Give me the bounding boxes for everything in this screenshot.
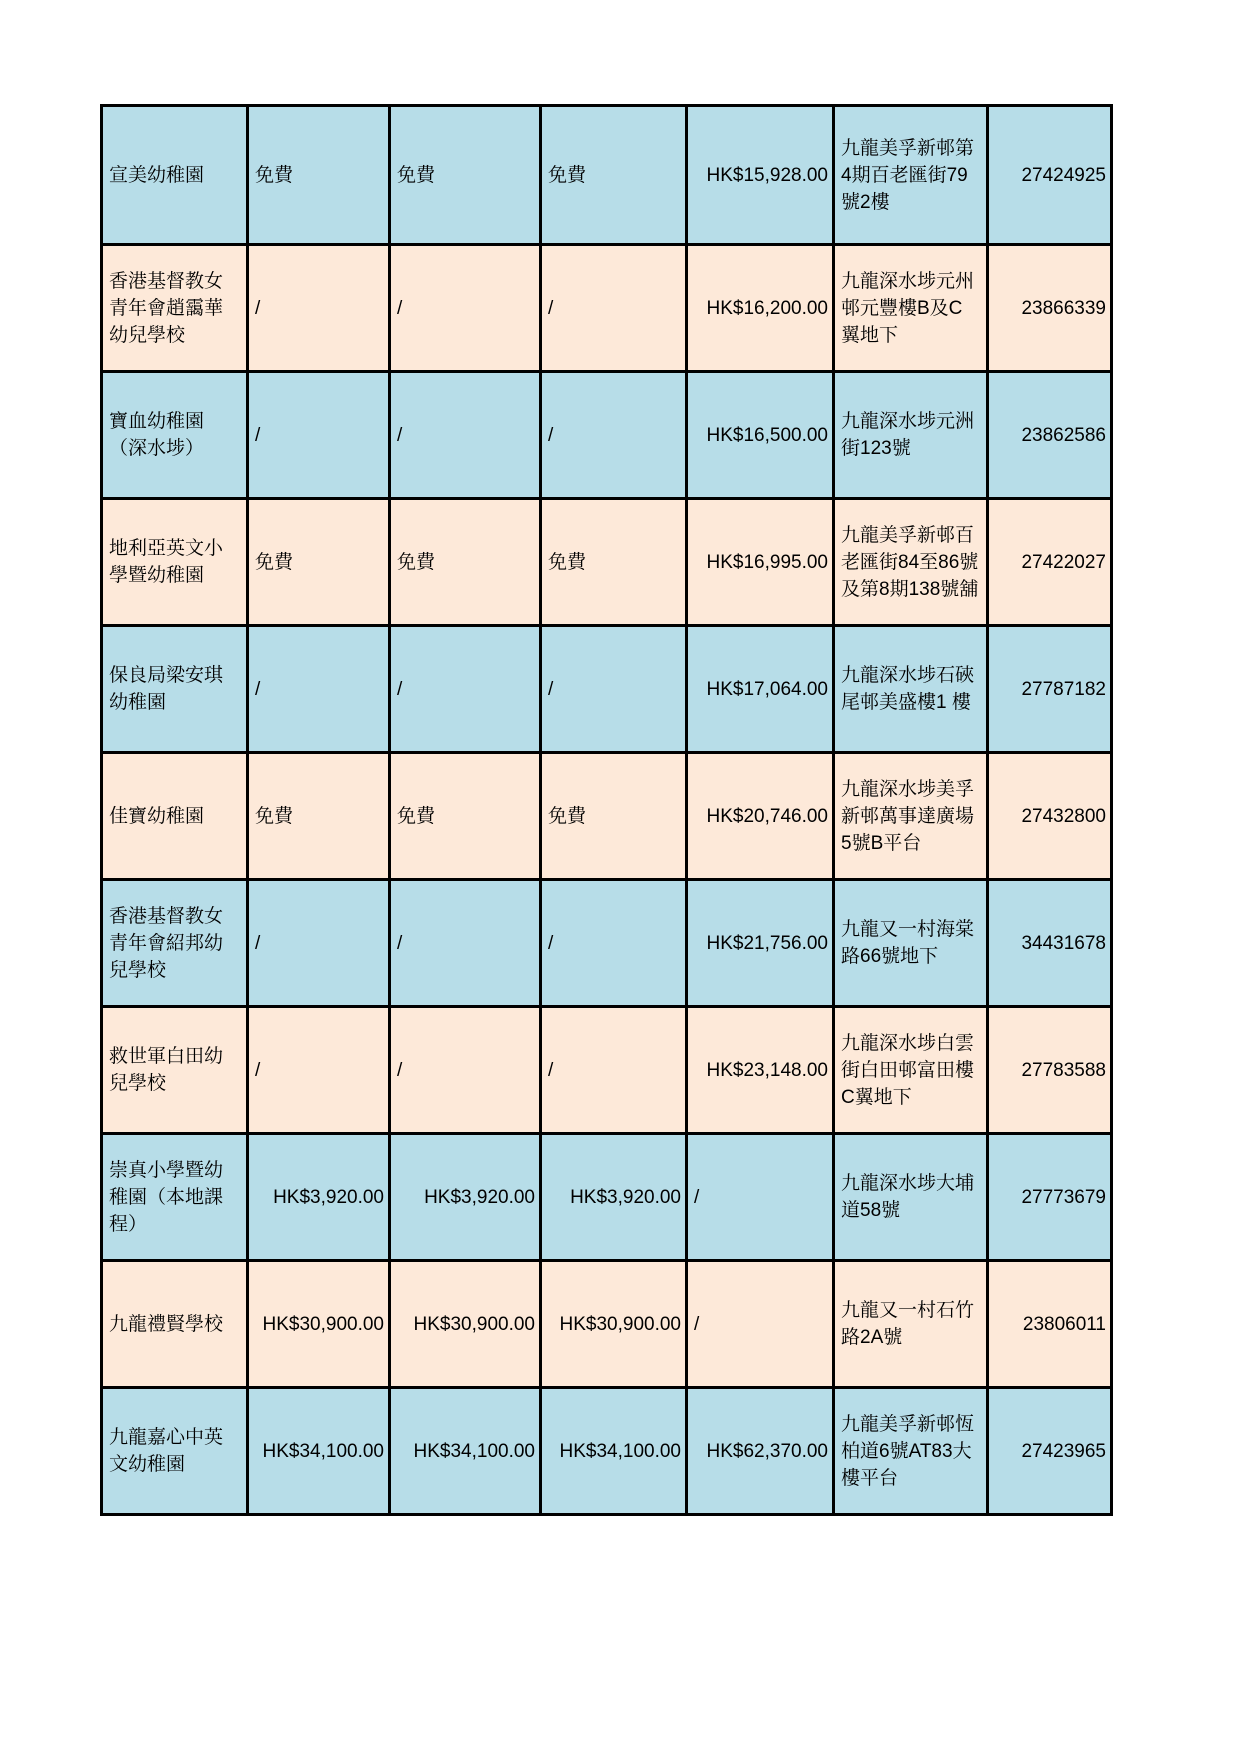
fee-4-cell: HK$62,370.00 xyxy=(687,1388,834,1515)
fee-2-cell: HK$3,920.00 xyxy=(390,1134,541,1261)
fee-2-cell: HK$30,900.00 xyxy=(390,1261,541,1388)
fee-2-cell: 免費 xyxy=(390,753,541,880)
table-row xyxy=(102,626,1112,753)
phone-cell: 27787182 xyxy=(988,626,1112,753)
phone-cell: 27783588 xyxy=(988,1007,1112,1134)
address-cell: 九龍深水埗元洲街123號 xyxy=(834,372,988,499)
table-row xyxy=(102,753,1112,880)
table-row xyxy=(102,880,1112,1007)
address-cell: 九龍深水埗美孚新邨萬事達廣場5號B平台 xyxy=(834,753,988,880)
fee-3-cell: 免費 xyxy=(541,106,687,245)
fee-3-cell: 免費 xyxy=(541,499,687,626)
table-row xyxy=(102,106,1112,245)
fee-1-cell: HK$34,100.00 xyxy=(248,1388,390,1515)
fee-3-cell: / xyxy=(541,372,687,499)
address-cell: 九龍深水埗大埔道58號 xyxy=(834,1134,988,1261)
fee-3-cell: HK$3,920.00 xyxy=(541,1134,687,1261)
fee-2-cell: HK$34,100.00 xyxy=(390,1388,541,1515)
fee-2-cell: / xyxy=(390,626,541,753)
address-cell: 九龍美孚新邨恆柏道6號AT83大樓平台 xyxy=(834,1388,988,1515)
fee-4-cell: HK$21,756.00 xyxy=(687,880,834,1007)
table-row xyxy=(102,1388,1112,1515)
fee-4-cell: HK$17,064.00 xyxy=(687,626,834,753)
school-name-cell: 佳寶幼稚園 xyxy=(102,753,248,880)
table-row xyxy=(102,1007,1112,1134)
fee-1-cell: / xyxy=(248,372,390,499)
address-cell: 九龍深水埗元州邨元豐樓B及C翼地下 xyxy=(834,245,988,372)
address-cell: 九龍深水埗石硤尾邨美盛樓1 樓 xyxy=(834,626,988,753)
fee-2-cell: / xyxy=(390,880,541,1007)
fee-1-cell: 免費 xyxy=(248,753,390,880)
phone-cell: 23862586 xyxy=(988,372,1112,499)
kindergarten-fees-table xyxy=(100,104,1113,1516)
fee-3-cell: / xyxy=(541,245,687,372)
fee-2-cell: / xyxy=(390,1007,541,1134)
fee-1-cell: 免費 xyxy=(248,499,390,626)
fee-1-cell: / xyxy=(248,245,390,372)
fee-2-cell: / xyxy=(390,372,541,499)
address-cell: 九龍美孚新邨第4期百老匯街79號2樓 xyxy=(834,106,988,245)
fee-4-cell: HK$23,148.00 xyxy=(687,1007,834,1134)
phone-cell: 27423965 xyxy=(988,1388,1112,1515)
fee-4-cell: HK$16,200.00 xyxy=(687,245,834,372)
fee-1-cell: 免費 xyxy=(248,106,390,245)
phone-cell: 27422027 xyxy=(988,499,1112,626)
fee-3-cell: / xyxy=(541,880,687,1007)
fee-4-cell: / xyxy=(687,1261,834,1388)
phone-cell: 34431678 xyxy=(988,880,1112,1007)
school-name-cell: 地利亞英文小學暨幼稚園 xyxy=(102,499,248,626)
fee-2-cell: 免費 xyxy=(390,499,541,626)
fee-4-cell: HK$15,928.00 xyxy=(687,106,834,245)
fee-4-cell: HK$16,500.00 xyxy=(687,372,834,499)
school-name-cell: 香港基督教女青年會紹邦幼兒學校 xyxy=(102,880,248,1007)
fee-3-cell: HK$34,100.00 xyxy=(541,1388,687,1515)
table-row xyxy=(102,245,1112,372)
address-cell: 九龍美孚新邨百老匯街84至86號 及第8期138號舖 xyxy=(834,499,988,626)
fees-table-body xyxy=(102,106,1112,1515)
fee-1-cell: / xyxy=(248,880,390,1007)
fee-4-cell: HK$16,995.00 xyxy=(687,499,834,626)
fee-4-cell: HK$20,746.00 xyxy=(687,753,834,880)
fee-3-cell: / xyxy=(541,626,687,753)
table-row xyxy=(102,1134,1112,1261)
fee-1-cell: / xyxy=(248,626,390,753)
fee-2-cell: 免費 xyxy=(390,106,541,245)
school-name-cell: 寶血幼稚園（深水埗） xyxy=(102,372,248,499)
school-name-cell: 崇真小學暨幼稚園（本地課程） xyxy=(102,1134,248,1261)
school-name-cell: 救世軍白田幼兒學校 xyxy=(102,1007,248,1134)
fee-3-cell: HK$30,900.00 xyxy=(541,1261,687,1388)
fee-3-cell: 免費 xyxy=(541,753,687,880)
fee-4-cell: / xyxy=(687,1134,834,1261)
address-cell: 九龍深水埗白雲街白田邨富田樓C翼地下 xyxy=(834,1007,988,1134)
table-row xyxy=(102,1261,1112,1388)
school-name-cell: 九龍禮賢學校 xyxy=(102,1261,248,1388)
fee-1-cell: HK$30,900.00 xyxy=(248,1261,390,1388)
fee-1-cell: / xyxy=(248,1007,390,1134)
phone-cell: 27773679 xyxy=(988,1134,1112,1261)
school-name-cell: 香港基督教女青年會趙靄華幼兒學校 xyxy=(102,245,248,372)
phone-cell: 27424925 xyxy=(988,106,1112,245)
phone-cell: 27432800 xyxy=(988,753,1112,880)
school-name-cell: 保良局梁安琪幼稚園 xyxy=(102,626,248,753)
school-name-cell: 宣美幼稚園 xyxy=(102,106,248,245)
fee-1-cell: HK$3,920.00 xyxy=(248,1134,390,1261)
address-cell: 九龍又一村海棠路66號地下 xyxy=(834,880,988,1007)
school-name-cell: 九龍嘉心中英文幼稚園 xyxy=(102,1388,248,1515)
table-row xyxy=(102,372,1112,499)
phone-cell: 23866339 xyxy=(988,245,1112,372)
phone-cell: 23806011 xyxy=(988,1261,1112,1388)
fee-2-cell: / xyxy=(390,245,541,372)
table-row xyxy=(102,499,1112,626)
address-cell: 九龍又一村石竹路2A號 xyxy=(834,1261,988,1388)
fee-3-cell: / xyxy=(541,1007,687,1134)
